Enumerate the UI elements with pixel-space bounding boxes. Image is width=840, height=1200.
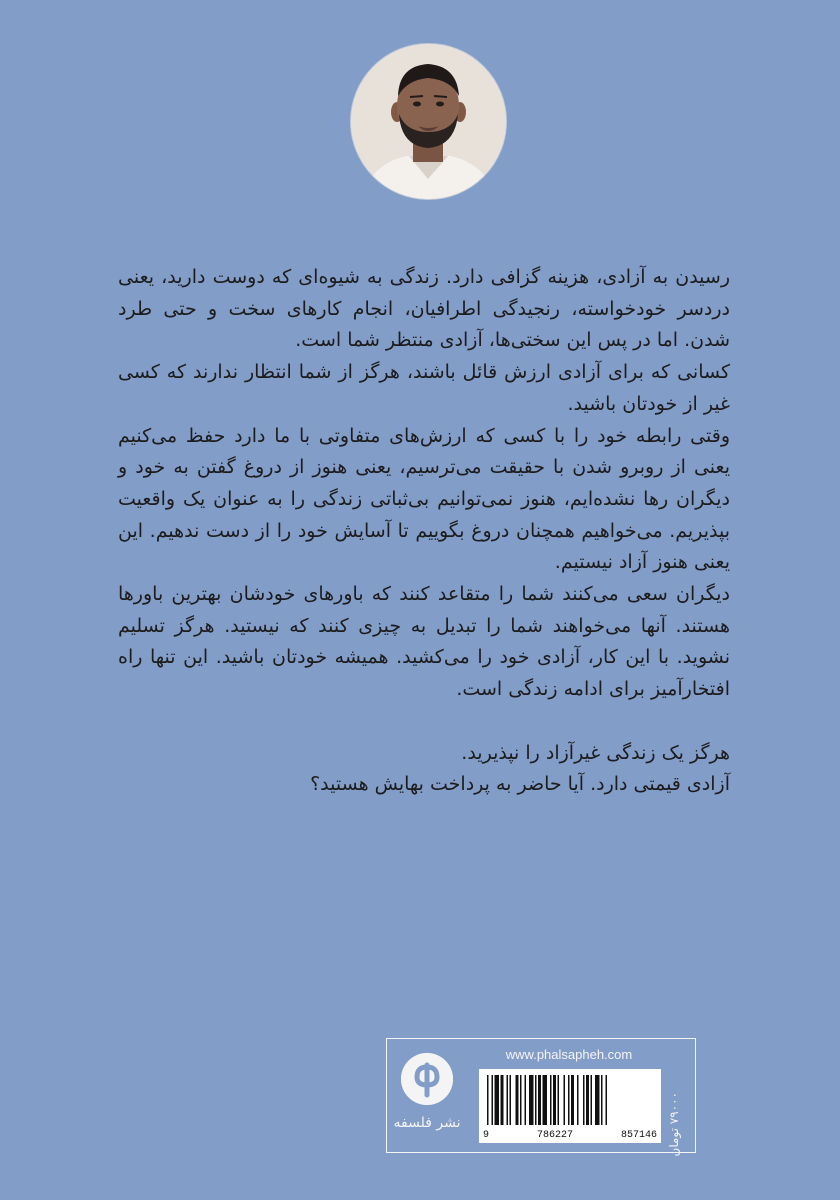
barcode-digit-group: 857146 [620,1130,657,1141]
barcode-bar [550,1075,552,1125]
barcode-bar [595,1075,600,1125]
isbn-barcode [479,1069,661,1143]
barcode-bar [577,1075,579,1125]
closing-line-1: هرگز یک زندگی غیرآزاد را نپذیرید. [461,741,730,764]
blurb-spacer [118,706,730,738]
blurb-paragraph-3: وقتی رابطه خود را با کسی که ارزش‌های متفاوتی با ما دارد حفظ می‌کنیم یعنی از روبرو شدن با حقیقت می‌ترسیم، یعنی هنوز از دروغ گفتن به خود و دیگران رها نشده‌ایم، هنوز نمی‌توانیم بی‌ثباتی زندگی را به عنوان یک واقعیت بپذیریم. می‌خواهیم همچنان دروغ بگوییم تا آسایش خود را از دست ندهیم. این یعنی هنوز آزاد نیستیم. [118,424,730,574]
barcode-bar [591,1075,593,1125]
barcode-bar [586,1075,589,1125]
barcode-bar [487,1075,489,1125]
barcode-bars [487,1075,653,1125]
barcode-digit-group: 786227 [536,1130,573,1141]
barcode-bar [583,1075,585,1125]
barcode-bar [516,1075,519,1125]
barcode-bar [558,1075,560,1125]
back-cover-blurb [118,262,730,801]
barcode-bar [529,1075,534,1125]
barcode-bar [538,1075,541,1125]
barcode-digits [483,1130,657,1141]
barcode-bar [568,1075,570,1125]
closing-line-2: آزادی قیمتی دارد. آیا حاضر به پرداخت بهایش هستید؟ [310,773,730,796]
publisher-logo-block [389,1045,465,1149]
barcode-bar [535,1075,537,1125]
barcode-bar [492,1075,494,1125]
blurb-paragraph-4: دیگران سعی می‌کنند شما را متقاعد کنند که باورهای خودشان بهترین باورها هستند. آنها می‌خواهند شما را تبدیل به چیزی کنند که نیستید. هرگز تسلیم نشوید. با این کار، آزادی خود را می‌کشید. همیشه خودتان باشید. این تنها راه افتخارآمیز برای ادامه زندگی است. [118,583,730,701]
barcode-digit-group: 9 [483,1130,490,1141]
barcode-bar [571,1075,574,1125]
blurb-paragraph-2: کسانی که برای آزادی ارزش قائل باشند، هرگز از شما انتظار ندارند که کسی غیر از خودتان باشید. [118,361,730,415]
publisher-logo-icon [401,1053,453,1105]
barcode-bar [606,1075,608,1125]
barcode-bar [543,1075,548,1125]
barcode-bar [553,1075,556,1125]
barcode-bar [525,1075,527,1125]
publisher-footer [386,1038,696,1157]
publisher-website: www.phalsapheh.com [505,1047,633,1062]
barcode-bar [564,1075,566,1125]
barcode-bar [495,1075,500,1125]
barcode-bar [501,1075,504,1125]
blurb-paragraph-1: رسیدن به آزادی، هزینه گزافی دارد. زندگی به شیوه‌ای که دوست دارید، یعنی دردسر خودخواسته، رنجیدگی اطرافیان، انجام کارهای سخت و حتی طرد شدن. اما در پس این سختی‌ها، آزادی منتظر شما است. [118,266,730,352]
barcode-bar [510,1075,512,1125]
author-photo [350,43,507,200]
barcode-bar [507,1075,509,1125]
barcode-bar [520,1075,522,1125]
barcode-bar [601,1075,603,1125]
book-price: ۷۹۰۰۰ تومان [667,1092,681,1157]
publisher-name: نشر فلسفه [393,1115,461,1131]
